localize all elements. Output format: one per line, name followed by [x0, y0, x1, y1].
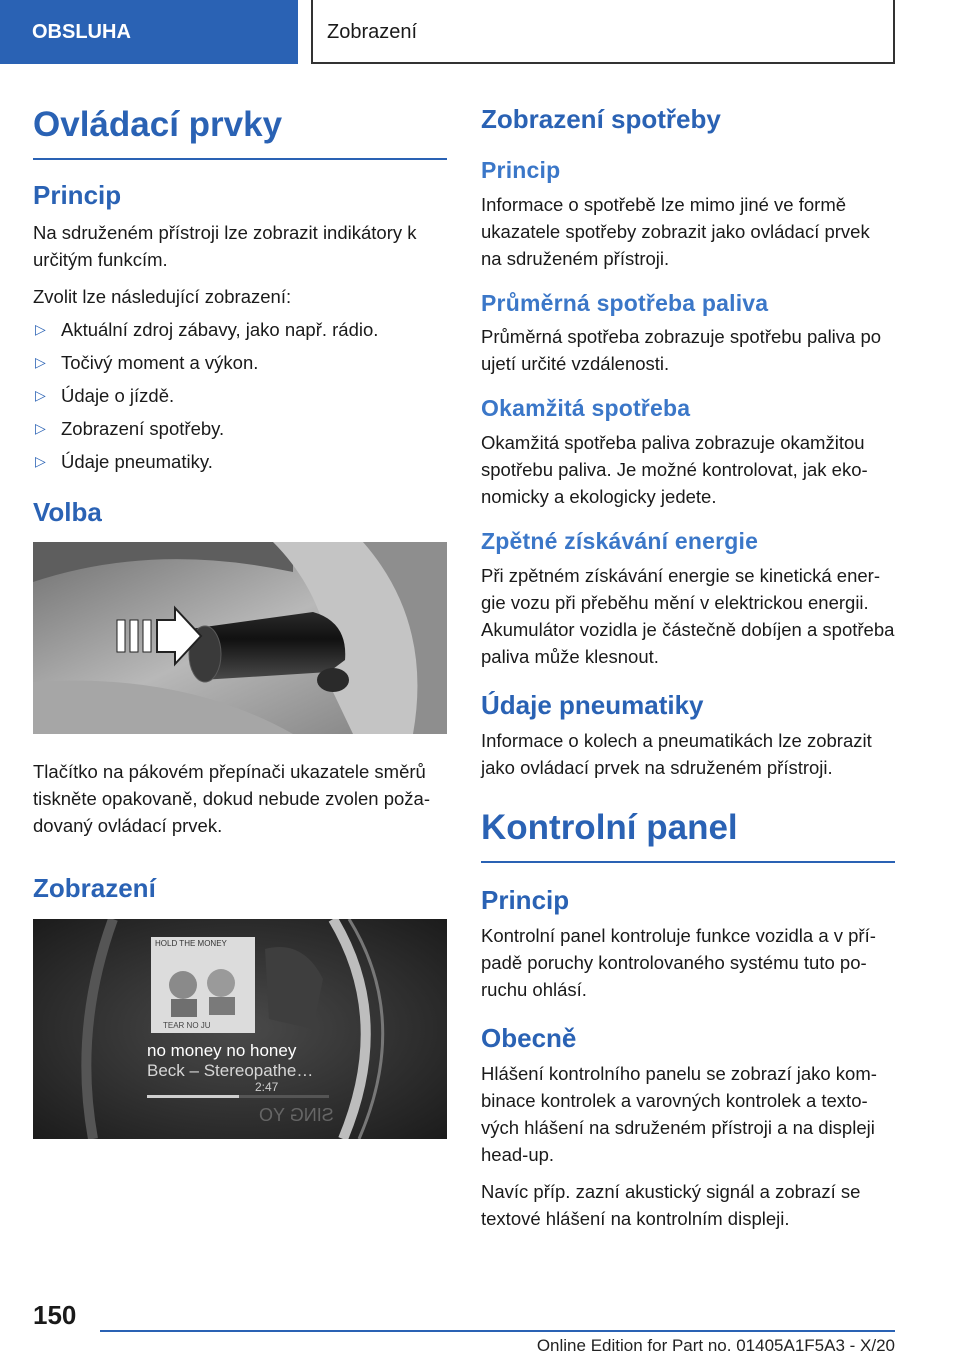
display-illustration: [33, 919, 447, 1139]
list-item: ▷ Údaje o jízdě.: [33, 382, 447, 409]
consumption-heading: Zobrazení spotřeby: [481, 104, 721, 134]
track-title: no money no honey: [147, 1040, 297, 1060]
title-rule: [33, 158, 447, 160]
list-item: ▷ Zobrazení spotřeby.: [33, 415, 447, 442]
signal-text: Navíc příp. zazní akustický signál a zobrazí se textové hlášení na kontrolním displeji.: [481, 1181, 861, 1230]
principle-text: Na sdruženém přístroji lze zobrazit indikátory k určitým funkcím.: [33, 222, 417, 271]
page-number: 150: [33, 1300, 77, 1330]
control-panel-rule: [481, 861, 895, 863]
panel-principle-text: Kontrolní panel kontroluje funkce vozidla a v případě poruchy kontrolovaného systému tuto poruchu ohlásí.: [481, 924, 876, 1000]
tire-data-heading: Údaje pneumatiky: [481, 689, 704, 720]
instant-consumption-heading: Okamžitá spotřeba: [481, 395, 691, 422]
section-tab: OBSLUHA: [0, 0, 298, 64]
display-list: [33, 316, 447, 475]
choice-intro: Zvolit lze následující zobrazení:: [33, 286, 292, 308]
lever-illustration: [33, 542, 447, 734]
consumption-principle-heading: Princip: [481, 157, 561, 184]
track-time: 2:47: [255, 1079, 279, 1094]
display-heading: Zobrazení: [33, 873, 156, 904]
list-item: ▷ Údaje pneumatiky.: [33, 448, 447, 475]
list-item: ▷ Točivý moment a výkon.: [33, 349, 447, 376]
general-heading: Obecně: [481, 1022, 577, 1053]
edition-note: Online Edition for Part no. 01405A1F5A3 - X/20: [536, 1336, 895, 1355]
avg-consumption-heading: Průměrná spotřeba paliva: [481, 289, 769, 316]
triangle-bullet-icon: ▷: [35, 387, 46, 404]
album-label-bottom: TEAR NO JU: [163, 1020, 211, 1030]
album-label-top: HOLD THE MONEY: [155, 938, 227, 948]
general-text: Hlášení kontrolního panelu se zobrazí jako kombinace kontrolek a varovných kontrolek a textových hlášení na sdruženém přístroji a na displeji head-up.: [481, 1063, 877, 1166]
avg-consumption-text: Průměrná spotřeba zobrazuje spotřebu paliva po ujetí určité vzdálenosti.: [481, 326, 882, 375]
list-item: ▷ Aktuální zdroj zábavy, jako např. rádio.: [33, 316, 447, 343]
triangle-bullet-icon: ▷: [35, 453, 46, 470]
consumption-principle-text: Informace o spotřebě lze mimo jiné ve formě ukazatele spotřeby zobrazit jako ovládací prvek na sdruženém přístroji.: [481, 193, 870, 269]
section-title: Ovládací prvky: [33, 105, 283, 144]
selection-text: Tlačítko na pákovém přepínači ukazatele směrů tiskněte opakovaně, dokud nebude zvolen požadovaný ovládací prvek.: [33, 761, 431, 837]
tire-data-text: Informace o kolech a pneumatikách lze zobrazit jako ovládací prvek na sdruženém přístroji.: [481, 729, 872, 778]
energy-recovery-heading: Zpětné získávání energie: [481, 527, 759, 554]
energy-recovery-text: Při zpětném získávání energie se kinetická energie vozu při přeběhu mění v elektrickou energii. Akumulátor vozidla je částečně dobíjen a spotřeba paliva může klesnout.: [481, 564, 895, 667]
principle-heading: Princip: [33, 180, 122, 210]
left-column: [33, 96, 447, 1139]
triangle-bullet-icon: ▷: [35, 420, 46, 437]
control-panel-title: Kontrolní panel: [481, 807, 738, 847]
right-column: [481, 96, 895, 1232]
track-artist: Beck – Stereopathe…: [147, 1060, 314, 1080]
chapter-title: Zobrazení: [311, 0, 895, 64]
panel-principle-heading: Princip: [481, 884, 570, 915]
footer-rule: [100, 1330, 895, 1332]
turn-signal-lever-image: [33, 542, 447, 734]
triangle-bullet-icon: ▷: [35, 321, 46, 338]
overlay-text: SING YO: [259, 1104, 334, 1125]
cluster-display-image: [33, 919, 447, 1139]
selection-heading: Volba: [33, 497, 102, 528]
triangle-bullet-icon: ▷: [35, 354, 46, 371]
instant-consumption-text: Okamžitá spotřeba paliva zobrazuje okamžitou spotřebu paliva. Je možné kontrolovat, jak ekonomicky a ekologicky jedete.: [481, 431, 868, 507]
